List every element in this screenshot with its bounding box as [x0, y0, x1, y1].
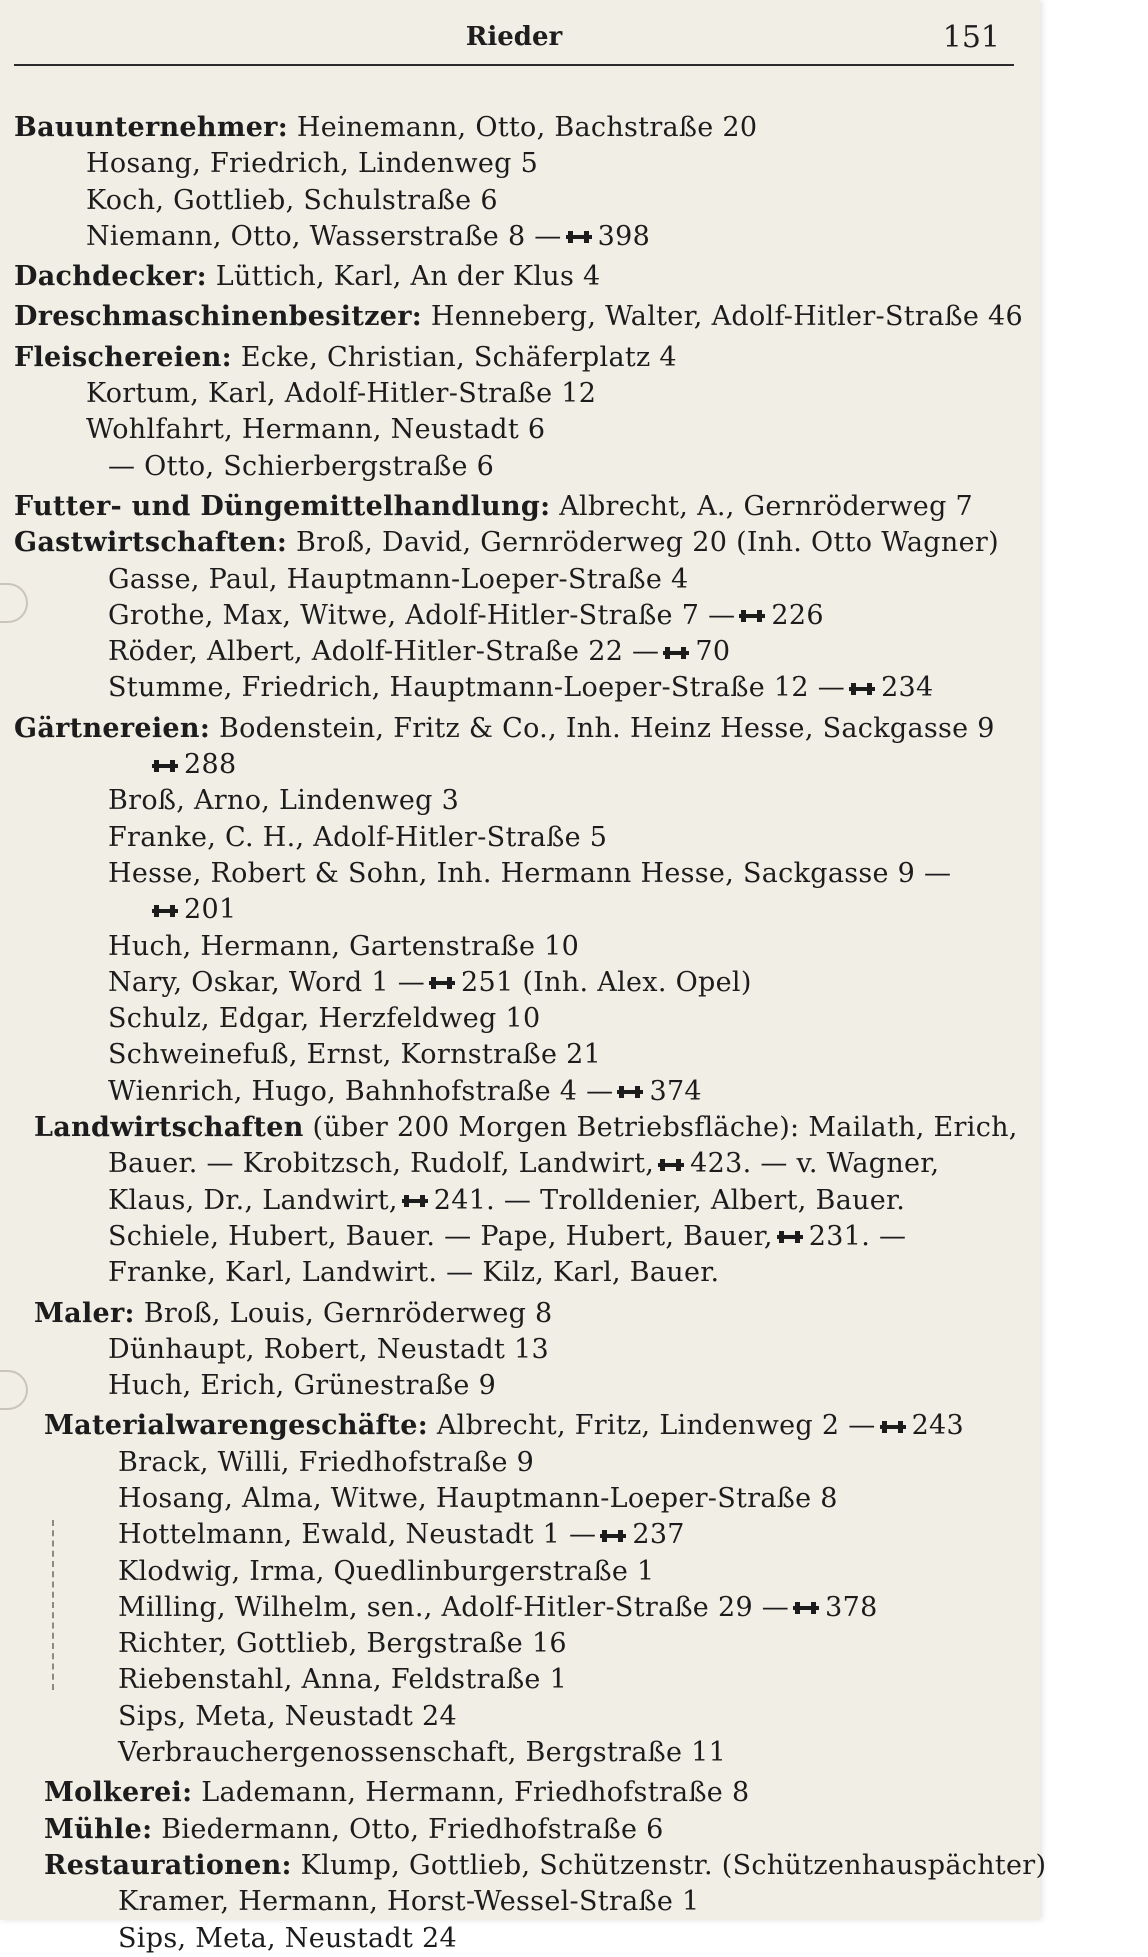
directory-entry [14, 1408, 1024, 1444]
directory-entry [14, 1146, 1024, 1182]
entry-text: Broß, Louis, Gernröderweg 8 [134, 1297, 553, 1329]
phone-number: 243 [911, 1410, 964, 1442]
directory-entry [14, 965, 1024, 1001]
entry-text: Biedermann, Otto, Friedhofstraße 6 [152, 1813, 664, 1845]
directory-entry [14, 183, 1024, 219]
entry-text: Röder, Albert, Adolf-Hitler-Straße 22 — [108, 636, 660, 668]
phone-number: 237 [632, 1519, 685, 1551]
directory-entry [14, 376, 1024, 412]
entry-text: Franke, C. H., Adolf-Hitler-Straße 5 [108, 821, 608, 853]
directory-entry [14, 1255, 1024, 1291]
directory-entry [14, 1735, 1024, 1771]
phone-number: 226 [771, 599, 824, 631]
entry-text: Hottelmann, Ewald, Neustadt 1 — [118, 1519, 597, 1551]
phone-number: 374 [649, 1075, 702, 1107]
entry-text: Hosang, Alma, Witwe, Hauptmann-Loeper-Straße 8 [118, 1482, 838, 1514]
page-number: 151 [942, 20, 1000, 55]
telephone-icon [793, 1602, 819, 1614]
category-label: Restaurationen: [44, 1849, 292, 1881]
entry-text: Albrecht, A., Gernröderweg 7 [550, 490, 974, 522]
entry-note: . — v. Wagner, [742, 1148, 940, 1180]
telephone-icon [880, 1421, 906, 1433]
directory-entry [14, 598, 1024, 634]
telephone-icon [663, 647, 689, 659]
telephone-icon [777, 1231, 803, 1243]
directory-entry [14, 711, 1024, 747]
directory-entry [14, 562, 1024, 598]
directory-entry [14, 1662, 1024, 1698]
phone-number: 378 [825, 1591, 878, 1623]
running-head: Rieder [465, 22, 563, 52]
directory-entry [14, 1110, 1024, 1146]
telephone-icon [600, 1530, 626, 1542]
entry-text: Hosang, Friedrich, Lindenweg 5 [86, 148, 539, 180]
directory-entry [14, 1219, 1024, 1255]
phone-number: 234 [881, 672, 934, 704]
entry-text: Brack, Willi, Friedhofstraße 9 [118, 1446, 535, 1478]
directory-entry [14, 1183, 1024, 1219]
entry-text: Klump, Gottlieb, Schützenstr. (Schützenhauspächter) [291, 1849, 1047, 1881]
entry-text: — Otto, Schierbergstraße 6 [108, 450, 495, 482]
directory-entry [14, 1368, 1024, 1404]
directory-entry [14, 1884, 1024, 1920]
phone-number: 423 [690, 1148, 743, 1180]
directory-entry [14, 1775, 1024, 1811]
directory-entry [14, 1517, 1024, 1553]
category-label: Mühle: [44, 1813, 153, 1845]
directory-entry [14, 1590, 1024, 1626]
directory-entry [14, 489, 1024, 525]
entry-text: Hesse, Robert & Sohn, Inh. Hermann Hesse, Sackgasse 9 — [108, 857, 952, 889]
entry-text: Broß, Arno, Lindenweg 3 [108, 785, 460, 817]
category-label: Bauunternehmer: [14, 112, 288, 143]
directory-entry [14, 820, 1024, 856]
directory-entries [14, 110, 1047, 1957]
entry-text: Broß, David, Gernröderweg 20 (Inh. Otto Wagner) [287, 527, 999, 559]
entry-text: Kramer, Hermann, Horst-Wessel-Straße 1 [118, 1886, 700, 1918]
directory-entry [14, 1699, 1024, 1735]
entry-text: Franke, Karl, Landwirt. — Kilz, Karl, Bauer. [108, 1257, 720, 1289]
entry-text: Schweinefuß, Ernst, Kornstraße 21 [108, 1039, 602, 1071]
directory-entry [14, 1296, 1024, 1332]
entry-text: Sips, Meta, Neustadt 24 [118, 1922, 457, 1954]
category-label: Landwirtschaften [34, 1112, 304, 1144]
directory-entry [14, 1001, 1024, 1037]
entry-text: Heinemann, Otto, Bachstraße 20 [287, 112, 758, 143]
directory-entry [14, 146, 1024, 182]
entry-text: Niemann, Otto, Wasserstraße 8 — [86, 220, 562, 252]
directory-entry [14, 1626, 1024, 1662]
entry-text: Lademann, Hermann, Friedhofstraße 8 [192, 1777, 750, 1809]
telephone-icon [429, 977, 455, 989]
directory-entry [14, 525, 1024, 561]
phone-number: 241 [433, 1184, 487, 1216]
phone-number: 201 [184, 894, 237, 926]
entry-text: Grothe, Max, Witwe, Adolf-Hitler-Straße 7 — [108, 599, 736, 631]
directory-entry [14, 1812, 1024, 1848]
entry-note: . — [861, 1220, 907, 1252]
entry-text: Milling, Wilhelm, sen., Adolf-Hitler-Straße 29 — [118, 1591, 790, 1623]
directory-entry [14, 1074, 1024, 1110]
entry-text: Huch, Hermann, Gartenstraße 10 [108, 930, 580, 962]
entry-text: Albrecht, Fritz, Lindenweg 2 — [428, 1410, 876, 1442]
telephone-icon [566, 231, 592, 243]
entry-text: Verbrauchergenossenschaft, Bergstraße 11 [118, 1737, 727, 1769]
category-label: Materialwarengeschäfte: [44, 1410, 428, 1442]
phone-number: 251 [461, 966, 514, 998]
entry-text: Schiele, Hubert, Bauer. — Pape, Hubert, Bauer, [108, 1220, 773, 1252]
telephone-icon [849, 683, 875, 695]
directory-entry [14, 929, 1024, 965]
directory-entry [14, 412, 1024, 448]
page-header [14, 18, 1014, 66]
directory-entry [14, 299, 1024, 335]
phone-number: 231 [808, 1220, 862, 1252]
directory-entry [14, 259, 1024, 295]
directory-entry [14, 340, 1024, 376]
directory-entry [14, 856, 1024, 892]
telephone-icon [658, 1159, 684, 1171]
entry-text: Schulz, Edgar, Herzfeldweg 10 [108, 1003, 541, 1035]
entry-text: Koch, Gottlieb, Schulstraße 6 [86, 184, 498, 216]
directory-entry [14, 219, 1024, 255]
entry-text: Ecke, Christian, Schäferplatz 4 [231, 341, 677, 373]
phone-number: 288 [184, 749, 237, 781]
category-label: Maler: [34, 1297, 135, 1329]
directory-entry [14, 1445, 1024, 1481]
entry-text: (über 200 Morgen Betriebsfläche): Mailath, Erich, [303, 1112, 1018, 1144]
category-label: Molkerei: [44, 1777, 193, 1809]
category-label: Fleischereien: [14, 341, 232, 373]
directory-entry [14, 747, 1024, 783]
entry-note: . — Trolldenier, Albert, Bauer. [486, 1184, 906, 1216]
entry-text: Bodenstein, Fritz & Co., Inh. Heinz Hesse, Sackgasse 9 [210, 712, 995, 744]
directory-entry [14, 1554, 1024, 1590]
telephone-icon [739, 610, 765, 622]
telephone-icon [152, 760, 178, 772]
directory-entry [14, 634, 1024, 670]
directory-entry [14, 1921, 1024, 1957]
directory-entry [14, 1037, 1024, 1073]
entry-text: Gasse, Paul, Hauptmann-Loeper-Straße 4 [108, 563, 689, 595]
directory-entry [14, 783, 1024, 819]
entry-text: Klaus, Dr., Landwirt, [108, 1184, 398, 1216]
directory-entry [14, 110, 1024, 146]
directory-entry [14, 1848, 1047, 1884]
category-label: Dreschmaschinenbesitzer: [14, 301, 423, 333]
entry-text: Kortum, Karl, Adolf-Hitler-Straße 12 [86, 378, 597, 410]
entry-text: Stumme, Friedrich, Hauptmann-Loeper-Straße 12 — [108, 672, 846, 704]
category-label: Dachdecker: [14, 261, 207, 293]
entry-text: Huch, Erich, Grünestraße 9 [108, 1370, 497, 1402]
entry-text: Riebenstahl, Anna, Feldstraße 1 [118, 1664, 568, 1696]
phone-number: 70 [695, 636, 731, 668]
entry-text: Nary, Oskar, Word 1 — [108, 966, 426, 998]
phone-number: 398 [597, 220, 651, 252]
directory-entry [14, 1332, 1024, 1368]
entry-text: Bauer. — Krobitzsch, Rudolf, Landwirt, [108, 1148, 655, 1180]
entry-note: (Inh. Alex. Opel) [513, 966, 752, 998]
category-label: Gärtnereien: [14, 712, 211, 744]
telephone-icon [152, 905, 178, 917]
telephone-icon [617, 1086, 643, 1098]
directory-entry [14, 1481, 1024, 1517]
directory-entry [14, 670, 1024, 706]
telephone-icon [402, 1195, 428, 1207]
entry-text: Wienrich, Hugo, Bahnhofstraße 4 — [108, 1075, 614, 1107]
entry-text: Henneberg, Walter, Adolf-Hitler-Straße 46 [422, 301, 1023, 333]
entry-text: Richter, Gottlieb, Bergstraße 16 [118, 1628, 567, 1660]
category-label: Futter- und Düngemittelhandlung: [14, 490, 551, 522]
directory-entry [14, 892, 1024, 928]
entry-text: Wohlfahrt, Hermann, Neustadt 6 [86, 414, 546, 446]
directory-entry [14, 449, 1024, 485]
entry-text: Klodwig, Irma, Quedlinburgerstraße 1 [118, 1555, 655, 1587]
entry-text: Dünhaupt, Robert, Neustadt 13 [108, 1333, 549, 1365]
entry-text: Sips, Meta, Neustadt 24 [118, 1700, 457, 1732]
category-label: Gastwirtschaften: [14, 527, 288, 559]
entry-text: Lüttich, Karl, An der Klus 4 [206, 261, 601, 293]
